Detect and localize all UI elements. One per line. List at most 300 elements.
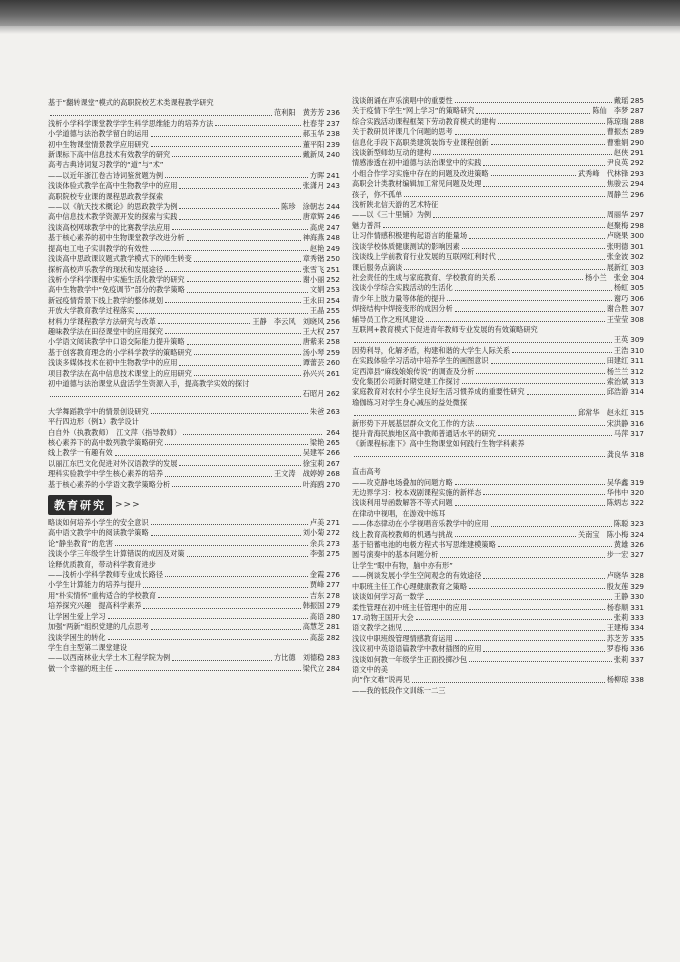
entry-page: 319 (630, 477, 644, 487)
entry-author: 朱爸 (309, 406, 325, 416)
entry-title: 小组合作学习实施中存在的问题及改进策略 (352, 168, 489, 178)
entry-title: 初中道德与法治课堂从盘活学生资源入手，提高教学实效的探讨 (48, 378, 250, 388)
dot-leader (354, 415, 576, 416)
entry-title: 无边界学习：校本戏剧课程实施的新样态 (352, 488, 482, 498)
entry-page: 318 (630, 449, 644, 459)
dot-leader (404, 269, 604, 270)
dot-leader (165, 302, 301, 303)
toc-entry (352, 530, 644, 540)
toc-group-left-top (48, 98, 340, 400)
dot-leader (383, 227, 605, 228)
toc-entry (48, 469, 340, 479)
entry-title: ——以《三十里铺》为例 (352, 210, 432, 220)
entry-title: 社会责任的生成与家庭教育、学校教育的关系 (352, 272, 496, 282)
entry-title: ——以《航天技术概论》的思政教学为例 (48, 202, 178, 212)
entry-author: 贾峰 (309, 580, 325, 590)
dot-leader (151, 250, 308, 251)
entry-page: 312 (630, 366, 644, 376)
entry-title: 核心素养下的高中数列教学策略研究 (48, 438, 164, 447)
entry-page: 280 (326, 611, 340, 621)
toc-entry (48, 140, 340, 150)
entry-author: 石昭月 (302, 389, 325, 399)
entry-author: 王英 (613, 335, 629, 345)
entry-author: 赵侠 (613, 148, 629, 158)
entry-page: 247 (326, 222, 340, 232)
toc-entry (48, 285, 340, 295)
entry-author: 杜春芽 (302, 118, 325, 128)
entry-title: ——例谈发展小学生空间观念的有效途径 (352, 571, 482, 581)
toc-entry (352, 686, 644, 696)
dot-leader (136, 313, 308, 314)
toc-entry (352, 665, 644, 675)
dot-leader (354, 342, 612, 343)
dot-leader (455, 102, 612, 103)
entry-author: 范利阳 黄芳芳 (273, 108, 325, 118)
entry-page: 272 (326, 528, 340, 538)
entry-page: 262 (326, 389, 340, 399)
entry-page: 308 (630, 314, 644, 324)
dot-leader (165, 444, 308, 445)
entry-page: 246 (326, 212, 340, 222)
toc-entry (352, 519, 644, 529)
entry-title: 基于“翻转课堂”模式的高职院校艺术类课程教学研究 (48, 98, 214, 107)
entry-page: 298 (630, 220, 644, 230)
dot-leader (151, 413, 308, 414)
toc-entry (48, 233, 340, 243)
entry-author: 神海燕 (302, 233, 325, 243)
dot-leader (469, 609, 605, 610)
entry-page: 329 (630, 581, 644, 591)
dot-leader (412, 682, 605, 683)
entry-page: 323 (630, 519, 644, 529)
dot-leader (426, 321, 605, 322)
entry-page: 238 (326, 129, 340, 139)
entry-page: 240 (326, 150, 340, 160)
entry-title: 《新课程标准下》高中生物课堂如何践行生物学科素养 (352, 439, 525, 449)
dot-leader (498, 123, 605, 124)
toc-group-left-bottom (48, 518, 340, 674)
entry-title: 让学生“眼中有物，脑中亦有形” (352, 560, 453, 570)
entry-page: 266 (326, 448, 340, 458)
toc-entry (48, 192, 340, 202)
entry-page: 301 (630, 241, 644, 251)
right-column (352, 96, 644, 696)
toc-entry (352, 450, 644, 460)
entry-page: 317 (630, 429, 644, 438)
entry-page: 316 (630, 418, 644, 428)
entry-author: 展新红 (606, 262, 629, 272)
toc-entry (48, 428, 340, 438)
dot-leader (476, 425, 605, 426)
dot-leader (455, 134, 605, 135)
entry-author: 尹良英 (606, 158, 629, 168)
entry-author: 陈琼瑞 (606, 116, 629, 126)
entry-title: 小学语文阅读教学中口语交际能力提升策略 (48, 337, 185, 347)
toc-entry (48, 389, 340, 399)
entry-author: 董平阳 (302, 139, 325, 149)
entry-title: 综合实践活动课程框架下劳动教育模式的建构 (352, 116, 496, 126)
dot-leader (158, 597, 308, 598)
dot-leader (447, 300, 611, 301)
entry-page: 256 (326, 316, 340, 326)
toc-entry (352, 408, 644, 418)
toc-entry (352, 283, 644, 293)
entry-author: 叶海鸥 (302, 479, 325, 489)
entry-title: 语文教学之拙见 (352, 623, 403, 633)
section-title: 教育研究 (48, 495, 112, 515)
entry-page: 311 (630, 356, 644, 366)
scan-top-band (0, 0, 680, 26)
entry-title: 浅谈高校网球教学中的比赛教学法应用 (48, 222, 171, 232)
entry-title: 提升青海民族地区高中教师普通话水平的研究 (352, 429, 496, 438)
entry-page: 276 (326, 570, 340, 580)
entry-title: ——以近年浙江卷古诗词鉴赏题为例 (48, 170, 164, 180)
entry-author: 杨春顺 (606, 602, 629, 612)
toc-entry (352, 592, 644, 602)
entry-author: 刘小菊 (302, 528, 325, 538)
toc-entry (48, 171, 340, 181)
entry-page: 310 (630, 345, 644, 355)
entry-page: 279 (326, 601, 340, 611)
toc-entry (48, 622, 340, 632)
dot-leader (491, 526, 612, 527)
entry-author: 梁代立 (302, 663, 325, 673)
entry-page: 336 (630, 644, 644, 654)
entry-author: 汤小琴 (302, 347, 325, 357)
dot-leader (433, 154, 612, 155)
dot-leader (187, 556, 308, 557)
entry-page: 291 (630, 148, 644, 158)
toc-entry (352, 488, 644, 498)
entry-page: 252 (326, 274, 340, 284)
entry-author: 张莉 (613, 654, 629, 664)
entry-author: 王静 (613, 592, 629, 602)
scan-top-shadow (0, 26, 680, 34)
entry-page: 260 (326, 358, 340, 368)
entry-title: 以丽江东巴文化促进对外汉语教学的发展 (48, 458, 178, 468)
toc-entry (352, 304, 644, 314)
entry-title: 让学困生爱上学习 (48, 611, 106, 621)
entry-title: 17.动物王国开大会 (352, 612, 414, 622)
entry-page: 249 (326, 243, 340, 253)
toc-entry (352, 623, 644, 633)
entry-author: 王建梅 (606, 623, 629, 633)
toc-entry (352, 540, 644, 550)
entry-page: 327 (630, 550, 644, 560)
dot-leader (115, 670, 301, 671)
dot-leader (151, 146, 301, 147)
entry-title: 高中生物教学中“免疫调节”部分的教学策略 (48, 285, 185, 295)
entry-author: 田建红 (606, 356, 629, 366)
toc-entry (48, 580, 340, 590)
entry-title: 探析高校声乐教学的现状和发展途径 (48, 264, 164, 274)
toc-entry (352, 335, 644, 345)
entry-page: 257 (326, 326, 340, 336)
entry-author: 陈珍 涂朝志 (281, 202, 325, 212)
toc-entry (48, 518, 340, 528)
entry-title: 中职班主任工作心理健康教育之策略 (352, 581, 468, 591)
entry-author: 卢美 (309, 518, 325, 528)
entry-title: 线上教育高校教师的机遇与挑战 (352, 529, 453, 539)
entry-title: 浅谈线上学前教育行业发展的互联网红利时代 (352, 252, 496, 262)
entry-title: 平行四边形（例1）教学设计 (48, 417, 139, 427)
toc-entry (48, 317, 340, 327)
entry-author: 王晶 (309, 306, 325, 316)
entry-title: 略谈如何培养小学生的安全意识 (48, 518, 149, 528)
entry-page: 248 (326, 233, 340, 243)
dot-leader (462, 383, 605, 384)
entry-page: 297 (630, 210, 644, 220)
entry-author: 吉东 (309, 590, 325, 600)
entry-page: 335 (630, 633, 644, 643)
entry-author: 索治斌 (606, 376, 629, 386)
dot-leader (215, 125, 300, 126)
toc-entry (48, 358, 340, 368)
entry-author: 杨小兰 张金 (585, 272, 629, 282)
toc-entry (352, 273, 644, 283)
entry-title: 新形势下开展基层群众文化工作的方法 (352, 418, 475, 428)
entry-title: 诠释优质教育，带动科学教育进步 (48, 559, 156, 569)
dot-leader (108, 618, 308, 619)
entry-page: 241 (326, 170, 340, 180)
entry-title: 浅谈体验式教学在高中生物教学中的应用 (48, 181, 178, 191)
entry-title: 线上教学一有趣有效 (48, 448, 113, 458)
entry-title: 焊接结构中焊接变形的成因分析 (352, 304, 453, 314)
entry-title: ——我的低段作文训练一二三 (352, 685, 446, 695)
entry-page: 237 (326, 118, 340, 128)
entry-author: 李强 (309, 549, 325, 559)
dot-leader (512, 352, 612, 353)
toc-entry (352, 210, 644, 220)
entry-author: 王莹莹 (606, 314, 629, 324)
toc-entry (352, 221, 644, 231)
entry-title: 因势利导，化解矛盾，构建和谐的大学生人际关系 (352, 345, 511, 355)
entry-title: 浅谈多媒体技术在初中生物教学中的应用 (48, 358, 178, 368)
entry-page: 263 (326, 406, 340, 416)
toc-entry (352, 582, 644, 592)
toc-entry (352, 158, 644, 168)
toc-entry (48, 296, 340, 306)
dot-leader (483, 165, 604, 166)
entry-title: 语文中的美 (352, 664, 388, 674)
entry-title: 在律动中视唱，在游戏中练耳 (352, 508, 446, 518)
entry-title: 浅谈学困生的转化 (48, 632, 106, 642)
toc-entry (48, 275, 340, 285)
entry-title: 浅谈学校体质健康测试的影响因素 (352, 241, 460, 251)
toc-entry (352, 106, 644, 116)
dot-leader (498, 435, 612, 436)
dot-leader (179, 365, 300, 366)
entry-title: 学生自主型第二课堂建设 (48, 642, 128, 652)
entry-author: 章秀锴 (302, 254, 325, 264)
dot-leader (151, 535, 301, 536)
entry-author: 吴华鑫 (606, 477, 629, 487)
entry-title: 直击高考 (352, 467, 381, 477)
toc-entry (352, 439, 644, 449)
dot-leader (50, 115, 272, 116)
dot-leader (455, 505, 605, 506)
dot-leader (491, 175, 576, 176)
entry-title: 定西漳县“麻线娘娘传说”的调查及分析 (352, 366, 475, 376)
entry-author: 戴瑶 (613, 96, 629, 105)
toc-entry (352, 179, 644, 189)
entry-page: 264 (326, 427, 340, 437)
entry-page: 333 (630, 612, 644, 622)
entry-page: 283 (326, 653, 340, 663)
dot-leader (179, 465, 300, 466)
entry-title: 提高电工电子实训教学的有效性 (48, 243, 149, 253)
entry-author: 谢巧 (613, 293, 629, 303)
dot-leader (426, 599, 612, 600)
entry-page: 303 (630, 262, 644, 272)
dot-leader (455, 536, 576, 537)
entry-page: 275 (326, 549, 340, 559)
dot-leader (151, 136, 301, 137)
entry-author: 曹振杰 (606, 127, 629, 137)
entry-page: 288 (630, 116, 644, 126)
toc-entry (352, 377, 644, 387)
entry-title: 信息化手段下高职类建筑装饰专业课程创新 (352, 137, 489, 147)
entry-title: 安化集团公司新时期党建工作探讨 (352, 376, 460, 386)
toc-entry (352, 561, 644, 571)
toc-entry (48, 407, 340, 417)
entry-author: 陈聪 (613, 519, 629, 529)
dot-leader (172, 156, 301, 157)
entry-title: 辅导员工作之班风建设 (352, 314, 424, 324)
toc-entry (352, 498, 644, 508)
toc-entry (352, 644, 644, 654)
entry-title: ——体态律动在小学视唱音乐教学中的应用 (352, 519, 489, 529)
entry-page: 254 (326, 295, 340, 305)
toc-entry (48, 306, 340, 316)
toc-entry (352, 478, 644, 488)
entry-page: 313 (630, 376, 644, 386)
entry-author: 方晖 (309, 170, 325, 180)
entry-author: 周静兰 (606, 189, 629, 199)
entry-author: 谢小丽 (302, 274, 325, 284)
dot-leader (476, 373, 604, 374)
toc-entry (48, 601, 340, 611)
toc-group-right-top (352, 96, 644, 460)
entry-author: 步一宏 (606, 550, 629, 560)
entry-title: 青少年上肢力量等体能的提升 (352, 293, 446, 303)
entry-page: 265 (326, 438, 340, 447)
entry-title: 浅谈如何教一年级学生正面投掷沙包 (352, 654, 468, 664)
entry-page: 271 (326, 518, 340, 528)
dot-leader (491, 144, 605, 145)
entry-page: 267 (326, 458, 340, 468)
entry-title: 浅谈利用导函数解答不等式问题 (352, 498, 453, 508)
entry-title: 向“作文难”说再见 (352, 675, 410, 685)
dot-leader (455, 290, 612, 291)
toc-entry (48, 480, 340, 490)
entry-title: 新冠疫情背景下线上教学的整体规划 (48, 295, 164, 305)
toc-entry (352, 509, 644, 519)
entry-title: 培养探究兴趣 提高科学素养 (48, 601, 142, 611)
entry-author: 杨柳琼 (606, 675, 629, 685)
dot-leader (165, 333, 301, 334)
entry-title: 论“静坐教育”的危害 (48, 538, 113, 548)
dot-leader (172, 486, 301, 487)
toc-group-left-mid (48, 407, 340, 490)
entry-page: 292 (630, 158, 644, 168)
toc-entry (48, 379, 340, 389)
entry-title: 开放大学教育教学过程落实 (48, 306, 135, 316)
entry-author: 方比德 刘德稳 (273, 653, 325, 663)
dot-leader (476, 113, 590, 114)
entry-title: 项目教学法在高中信息技术课堂上的应用研究 (48, 368, 192, 378)
dot-leader (179, 219, 300, 220)
entry-page: 285 (630, 96, 644, 105)
entry-author: 唐章辉 (302, 212, 325, 222)
toc-entry (352, 315, 644, 325)
entry-title: 浅谈小学三年级学生计算错误的成因及对策 (48, 549, 185, 559)
entry-page: 294 (630, 179, 644, 189)
toc-entry (352, 356, 644, 366)
entry-title: 关于疫情下学生“网上学习”的策略研究 (352, 106, 475, 116)
dot-leader (183, 434, 322, 435)
entry-author: 马萍 (613, 429, 629, 438)
entry-page: 338 (630, 675, 644, 685)
entry-author: 余兵 (309, 538, 325, 548)
dot-leader (455, 311, 605, 312)
entry-author: 高蕊 (309, 632, 325, 642)
toc-entry (352, 613, 644, 623)
toc-entry (48, 459, 340, 469)
entry-title: 柔性管理在初中班主任管理中的应用 (352, 602, 468, 612)
entry-page: 328 (630, 571, 644, 581)
toc-entry (48, 244, 340, 254)
entry-author: 韩振国 (302, 601, 325, 611)
entry-author: 邱浩游 (606, 387, 629, 397)
entry-title: 用“朴实情怀”重构适合的学校教育 (48, 590, 157, 600)
toc-entry (48, 570, 340, 580)
entry-author: 赵艳 (309, 243, 325, 253)
entry-title: 魅力普洱 (352, 220, 381, 230)
entry-title: 理科实验教学中学生核心素养的培养 (48, 469, 164, 479)
entry-author: 高慧芝 (302, 622, 325, 632)
toc-entry (48, 160, 340, 170)
dot-leader (143, 587, 307, 588)
entry-title: 材料力学课程教学方法研究与改革 (48, 316, 156, 326)
toc-entry (48, 348, 340, 358)
toc-entry (48, 337, 340, 347)
section-arrows: >>> (115, 500, 141, 511)
entry-author: 曹雅娟 (606, 137, 629, 147)
entry-author: 梁艳 (309, 438, 325, 447)
entry-title: 新课标下高中信息技术有效教学的研究 (48, 150, 171, 160)
entry-page: 307 (630, 304, 644, 314)
entry-author: 武秀峰 代林锋 (577, 168, 629, 178)
toc-entry (48, 591, 340, 601)
toc-entry (48, 560, 340, 570)
entry-title: 高中信息技术教学资源开发的探索与实践 (48, 212, 178, 222)
entry-page: 250 (326, 254, 340, 264)
entry-page: 259 (326, 347, 340, 357)
dot-leader (498, 259, 605, 260)
toc-entry (352, 200, 644, 210)
toc-entry (352, 467, 644, 477)
toc-entry (48, 664, 340, 674)
entry-author: 王浩 (613, 345, 629, 355)
entry-author: 谢合胜 (606, 304, 629, 314)
toc-entry (48, 417, 340, 427)
left-column (48, 98, 340, 674)
toc-entry (48, 129, 340, 139)
dot-leader (354, 456, 605, 457)
dot-leader (187, 240, 301, 241)
entry-author: 王大权 (302, 326, 325, 336)
